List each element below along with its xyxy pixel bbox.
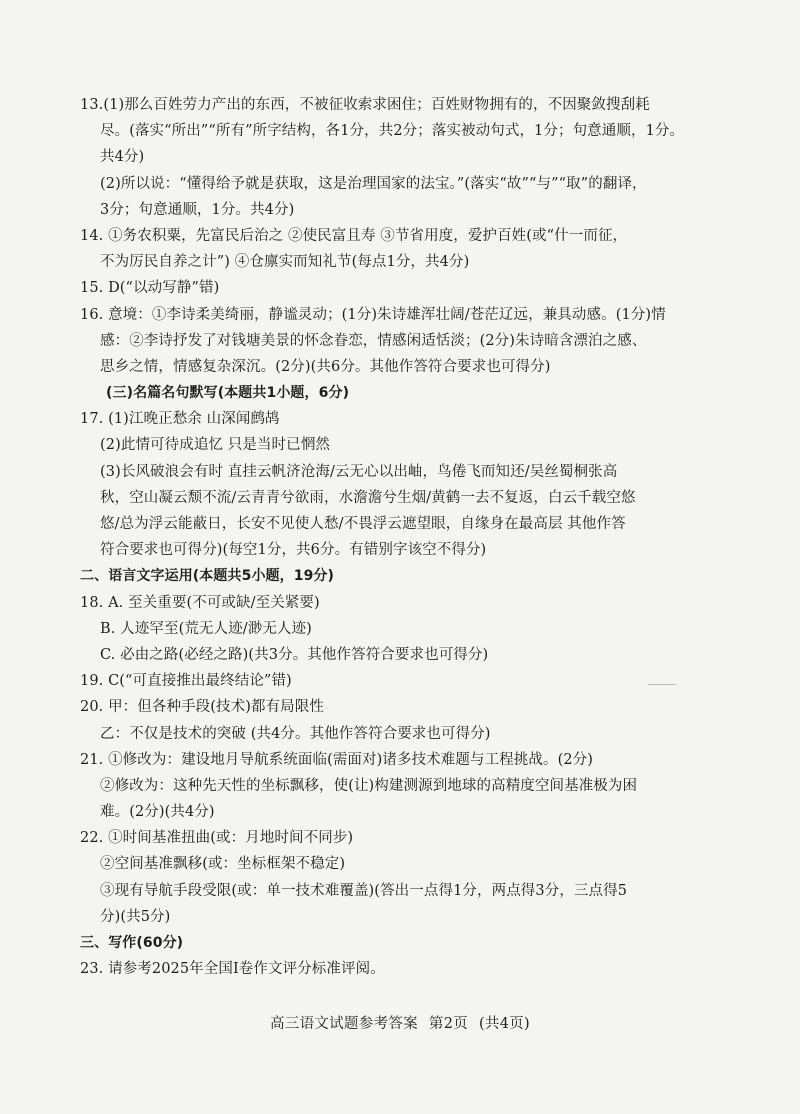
q17-line-5: 悠/总为浮云能蔽日，长安不见使人愁/不畏浮云遮望眼，自缘身在最高层 其他作答 — [100, 516, 626, 532]
q13-line-3: 共4分) — [100, 149, 145, 166]
section-heading-language-use: 二、语言文字运用(本题共5小题，19分) — [80, 568, 335, 585]
q17-line-1: 17. (1)江晚正愁余 山深闻鹧鸪 — [80, 411, 280, 428]
q22-line-2: ②空间基准飘移(或：坐标框架不稳定) — [100, 856, 346, 873]
q20-line-1: 20. 甲：但各种手段(技术)都有局限性 — [80, 699, 324, 716]
footer-title: 高三语文试题参考答案 — [269, 1016, 418, 1032]
q17-line-4: 秋，空山凝云颓不流/云青青兮欲雨，水澹澹兮生烟/黄鹤一去不复返，白云千载空悠 — [100, 489, 636, 506]
q17-line-6: 符合要求也可得分)(每空1分，共6分。有错别字该空不得分) — [100, 542, 487, 559]
footer-page-number: 第2页 — [428, 1016, 469, 1032]
q21-line-1: 21. ①修改为：建设地月导航系统面临(需面对)诸多技术难题与工程挑战。(2分) — [80, 751, 594, 768]
q17-line-3: (3)长风破浪会有时 直挂云帆济沧海/云无心以出岫，鸟倦飞而知还/吴丝蜀桐张高 — [100, 463, 618, 480]
q13-line-1: 13.(1)那么百姓劳力产出的东西，不被征收索求困住；百姓财物拥有的，不因聚敛搜刮耗 — [80, 97, 650, 113]
scan-smudge-mark — [648, 684, 676, 685]
q18-line-b: B. 人迹罕至(荒无人迹/渺无人迹) — [100, 620, 312, 637]
q18-line-c: C. 必由之路(必经之路)(共3分。其他作答符合要求也可得分) — [100, 646, 489, 663]
q21-line-3: 难。(2分)(共4分) — [100, 804, 215, 821]
q21-line-2: ②修改为：这种先天性的坐标飘移，使(让)构建测源到地球的高精度空间基准极为困 — [100, 777, 638, 794]
q19-line: 19. C(“可直接推出最终结论”错) — [80, 673, 292, 690]
q13-line-2: 尽。(落实“所出”“所有”所字结构，各1分，共2分；落实被动句式，1分；句意通顺，1分。 — [100, 123, 685, 140]
q14-line-2: 不为厉民自养之计”) ④仓廪实而知礼节(每点1分，共4分) — [100, 254, 470, 271]
q13-line-5: 3分；句意通顺，1分。共4分) — [100, 201, 295, 218]
q17-line-2: (2)此情可待成追忆 只是当时已惘然 — [100, 437, 330, 454]
q20-line-2: 乙：不仅是技术的突破 (共4分。其他作答符合要求也可得分) — [100, 725, 491, 742]
q16-line-1: 16. 意境：①李诗柔美绮丽，静谧灵动；(1分)朱诗雄浑壮阔/苍茫辽远，兼具动感。(1分)情 — [80, 306, 666, 323]
q22-line-4: 分)(共5分) — [100, 908, 171, 925]
q16-line-3: 思乡之情，情感复杂深沉。(2分)(共6分。其他作答符合要求也可得分) — [100, 358, 551, 375]
section-heading-famous-lines: (三)名篇名句默写(本题共1小题，6分) — [106, 385, 350, 402]
q23-line: 23. 请参考2025年全国Ⅰ卷作文评分标准评阅。 — [80, 961, 385, 978]
q22-line-3: ③现有导航手段受限(或：单一技术难覆盖)(答出一点得1分，两点得3分，三点得5 — [100, 882, 628, 899]
q15-line: 15. D(“以动写静”错) — [80, 280, 220, 297]
q14-line-1: 14. ①务农积粟，先富民后治之 ②使民富且寿 ③节省用度，爱护百姓(或“什一而征， — [80, 227, 628, 244]
footer-total-pages: (共4页) — [478, 1016, 531, 1032]
q16-line-2: 感：②李诗抒发了对钱塘美景的怀念眷恋，情感闲适恬淡；(2分)朱诗暗含漂泊之感、 — [100, 332, 647, 349]
q18-line-a: 18. A. 至关重要(不可或缺/至关紧要) — [80, 594, 320, 611]
section-heading-writing: 三、写作(60分) — [80, 935, 184, 951]
q13-line-4: (2)所以说：“懂得给予就是获取，这是治理国家的法宝。”(落实“故”“与”“取”的翻译， — [100, 175, 647, 192]
q22-line-1: 22. ①时间基准扭曲(或：月地时间不同步) — [80, 830, 354, 847]
page-footer — [0, 1012, 800, 1033]
